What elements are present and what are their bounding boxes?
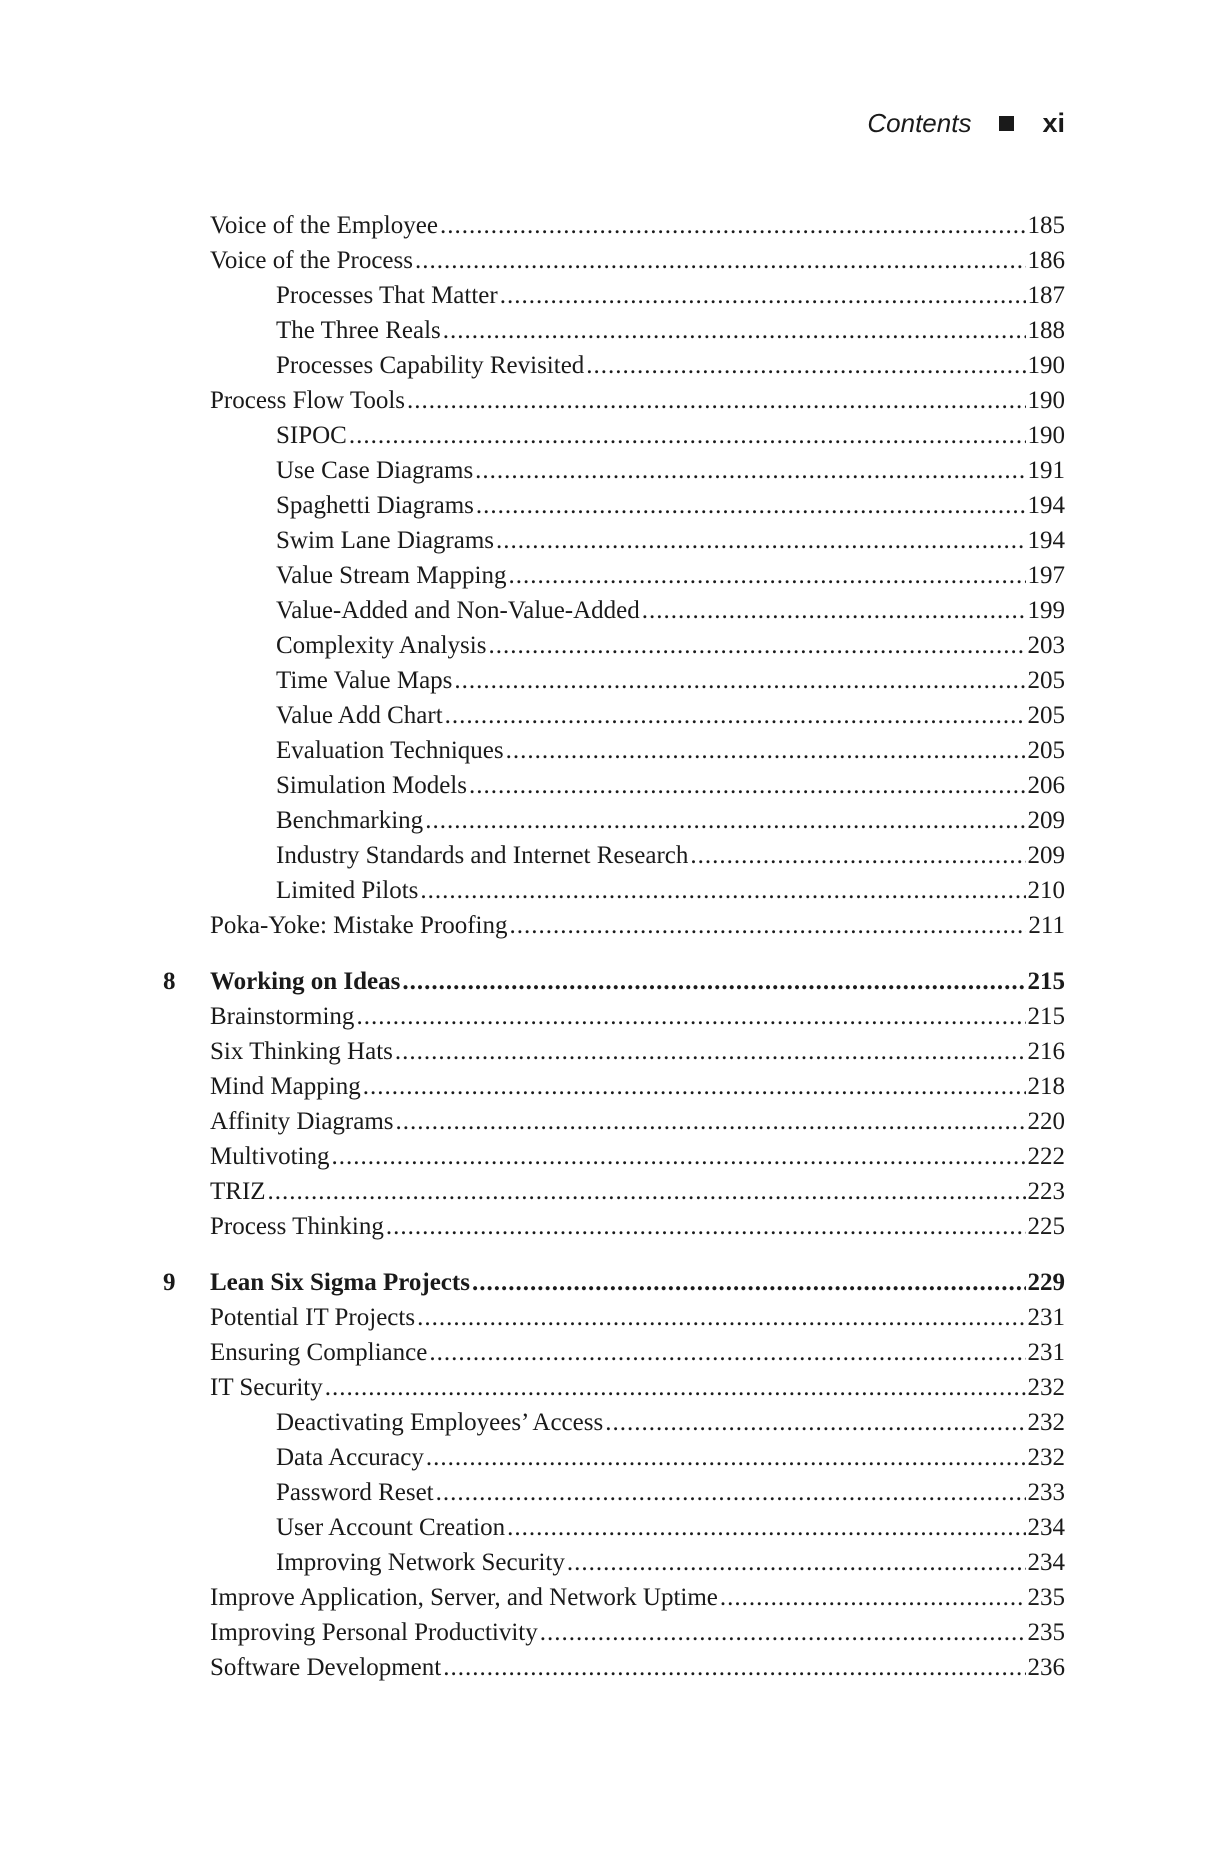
toc-entry-label: Password Reset bbox=[276, 1479, 434, 1506]
toc-entry-page: 232 bbox=[1027, 1409, 1065, 1436]
toc-entry-page: 187 bbox=[1027, 282, 1065, 309]
dot-leader bbox=[325, 1370, 1026, 1405]
toc-entry-page: 220 bbox=[1027, 1108, 1065, 1135]
dot-leader bbox=[509, 908, 1026, 943]
toc-entry-label: Mind Mapping bbox=[210, 1073, 361, 1100]
dot-leader bbox=[386, 1209, 1026, 1244]
toc-entry-page: 190 bbox=[1027, 387, 1065, 414]
dot-leader bbox=[476, 488, 1026, 523]
toc-entry-label: The Three Reals bbox=[276, 317, 441, 344]
toc-entry-page: 197 bbox=[1027, 562, 1065, 589]
toc-entry bbox=[163, 593, 1065, 628]
toc-entry-page: 211 bbox=[1028, 912, 1065, 939]
toc-entry-label: Evaluation Techniques bbox=[276, 737, 504, 764]
dot-leader bbox=[396, 1104, 1026, 1139]
toc-entry bbox=[163, 1174, 1065, 1209]
toc-entry bbox=[163, 1545, 1065, 1580]
toc-entry bbox=[163, 1615, 1065, 1650]
dot-leader bbox=[436, 1475, 1026, 1510]
toc-entry bbox=[163, 313, 1065, 348]
chapter-number: 9 bbox=[163, 1269, 176, 1296]
toc-entry bbox=[163, 1069, 1065, 1104]
toc-entry-label: Potential IT Projects bbox=[210, 1304, 416, 1331]
toc-entry bbox=[163, 1370, 1065, 1405]
toc-entry-label: Ensuring Compliance bbox=[210, 1339, 428, 1366]
toc-entry-page: 215 bbox=[1027, 1003, 1065, 1030]
toc-entry-label: Deactivating Employees’ Access bbox=[276, 1409, 604, 1436]
toc-entry-page: 215 bbox=[1027, 968, 1065, 995]
toc-entry-label: IT Security bbox=[210, 1374, 323, 1401]
toc-entry bbox=[163, 1335, 1065, 1370]
toc-entry bbox=[163, 278, 1065, 313]
dot-leader bbox=[440, 208, 1026, 243]
toc-entry bbox=[163, 803, 1065, 838]
toc-entry bbox=[163, 733, 1065, 768]
toc-entry-page: 194 bbox=[1027, 527, 1065, 554]
dot-leader bbox=[363, 1069, 1026, 1104]
toc-entry-page: 225 bbox=[1027, 1213, 1065, 1240]
dot-leader bbox=[496, 523, 1025, 558]
toc-entry bbox=[163, 908, 1065, 943]
toc-entry-page: 199 bbox=[1027, 597, 1065, 624]
toc-entry-page: 209 bbox=[1027, 842, 1065, 869]
toc-entry bbox=[163, 838, 1065, 873]
toc-entry bbox=[163, 1580, 1065, 1615]
toc-entry-label: Voice of the Process bbox=[210, 247, 413, 274]
toc-entry-label: Simulation Models bbox=[276, 772, 467, 799]
toc-entry bbox=[163, 208, 1065, 243]
toc-entry-label: Data Accuracy bbox=[276, 1444, 424, 1471]
toc-entry bbox=[163, 1034, 1065, 1069]
toc-entry-label: Process Flow Tools bbox=[210, 387, 406, 414]
toc-entry bbox=[163, 453, 1065, 488]
toc-entry bbox=[163, 1104, 1065, 1139]
dot-leader bbox=[507, 1510, 1025, 1545]
toc-entry-page: 231 bbox=[1027, 1339, 1065, 1366]
dot-leader bbox=[469, 768, 1026, 803]
toc-entry-label: Spaghetti Diagrams bbox=[276, 492, 474, 519]
toc-entry-label: Value Stream Mapping bbox=[276, 562, 507, 589]
dot-leader bbox=[506, 733, 1026, 768]
dot-leader bbox=[425, 803, 1025, 838]
toc-entry-label: User Account Creation bbox=[276, 1514, 506, 1541]
toc-entry bbox=[163, 558, 1065, 593]
toc-entry-label: Improving Personal Productivity bbox=[210, 1619, 538, 1646]
toc-entry-label: Time Value Maps bbox=[276, 667, 453, 694]
toc-entry bbox=[163, 1405, 1065, 1440]
dot-leader bbox=[443, 313, 1026, 348]
toc-entry-page: 235 bbox=[1027, 1619, 1065, 1646]
toc-entry-label: Limited Pilots bbox=[276, 877, 419, 904]
dot-leader bbox=[690, 838, 1025, 873]
toc-entry bbox=[163, 1475, 1065, 1510]
toc-entry-page: 235 bbox=[1027, 1584, 1065, 1611]
toc-entry-label: Use Case Diagrams bbox=[276, 457, 474, 484]
toc-entry-label: Improving Network Security bbox=[276, 1549, 565, 1576]
toc-entry-page: 232 bbox=[1027, 1444, 1065, 1471]
toc-entry-page: 223 bbox=[1027, 1178, 1065, 1205]
toc-entry-label: Poka-Yoke: Mistake Proofing bbox=[210, 912, 508, 939]
dot-leader bbox=[407, 383, 1025, 418]
toc-entry-page: 216 bbox=[1027, 1038, 1065, 1065]
dot-leader bbox=[472, 1265, 1026, 1300]
toc-entry-page: 205 bbox=[1027, 667, 1065, 694]
dot-leader bbox=[540, 1615, 1026, 1650]
toc-entry-page: 234 bbox=[1027, 1549, 1065, 1576]
toc-entry bbox=[163, 348, 1065, 383]
toc-entry-label: Working on Ideas bbox=[210, 968, 401, 995]
dot-leader bbox=[500, 278, 1026, 313]
dot-leader bbox=[642, 593, 1026, 628]
dot-leader bbox=[417, 1300, 1025, 1335]
toc-entry bbox=[163, 488, 1065, 523]
toc-entry-page: 218 bbox=[1027, 1073, 1065, 1100]
running-header-title: Contents bbox=[867, 108, 972, 138]
toc-entry-page: 205 bbox=[1027, 702, 1065, 729]
toc-entry bbox=[163, 768, 1065, 803]
toc-entry-page: 186 bbox=[1027, 247, 1065, 274]
dot-leader bbox=[426, 1440, 1026, 1475]
toc-entry-page: 209 bbox=[1027, 807, 1065, 834]
dot-leader bbox=[454, 663, 1025, 698]
toc-entry-page: 205 bbox=[1027, 737, 1065, 764]
toc-entry-label: TRIZ bbox=[210, 1178, 266, 1205]
toc-entry-label: Processes Capability Revisited bbox=[276, 352, 585, 379]
toc-entry-label: Brainstorming bbox=[210, 1003, 355, 1030]
toc-entry-label: Value-Added and Non-Value-Added bbox=[276, 597, 640, 624]
toc-entry-page: 236 bbox=[1027, 1654, 1065, 1681]
toc-entry-page: 233 bbox=[1027, 1479, 1065, 1506]
toc-entry-label: Six Thinking Hats bbox=[210, 1038, 393, 1065]
toc-chapter-entry bbox=[163, 964, 1065, 999]
toc-chapter-entry bbox=[163, 1265, 1065, 1300]
toc-entry-label: Processes That Matter bbox=[276, 282, 498, 309]
toc-entry-label: Affinity Diagrams bbox=[210, 1108, 394, 1135]
dot-leader bbox=[395, 1034, 1026, 1069]
toc-entry-page: 222 bbox=[1027, 1143, 1065, 1170]
dot-leader bbox=[445, 698, 1026, 733]
toc-entry-label: Swim Lane Diagrams bbox=[276, 527, 495, 554]
toc-entry-label: Software Development bbox=[210, 1654, 442, 1681]
toc-entry-page: 194 bbox=[1027, 492, 1065, 519]
toc-entry bbox=[163, 243, 1065, 278]
toc-entry bbox=[163, 523, 1065, 558]
toc-entry bbox=[163, 999, 1065, 1034]
toc-entry bbox=[163, 1139, 1065, 1174]
toc-entry-label: SIPOC bbox=[276, 422, 347, 449]
toc-entry-label: Voice of the Employee bbox=[210, 212, 438, 239]
square-bullet-icon bbox=[999, 116, 1014, 131]
toc-entry-label: Process Thinking bbox=[210, 1213, 384, 1240]
dot-leader bbox=[443, 1650, 1025, 1685]
toc-entry-page: 190 bbox=[1027, 352, 1065, 379]
dot-leader bbox=[567, 1545, 1026, 1580]
toc-entry bbox=[163, 1209, 1065, 1244]
dot-leader bbox=[720, 1580, 1026, 1615]
toc-entry bbox=[163, 873, 1065, 908]
table-of-contents bbox=[163, 208, 1065, 1685]
dot-leader bbox=[429, 1335, 1025, 1370]
toc-entry-label: Complexity Analysis bbox=[276, 632, 487, 659]
toc-entry-label: Multivoting bbox=[210, 1143, 330, 1170]
dot-leader bbox=[420, 873, 1025, 908]
toc-entry-page: 185 bbox=[1027, 212, 1065, 239]
toc-entry-label: Lean Six Sigma Projects bbox=[210, 1269, 470, 1296]
dot-leader bbox=[331, 1139, 1025, 1174]
toc-entry-page: 203 bbox=[1027, 632, 1065, 659]
toc-entry-page: 188 bbox=[1027, 317, 1065, 344]
toc-entry-page: 210 bbox=[1027, 877, 1065, 904]
dot-leader bbox=[415, 243, 1026, 278]
toc-entry bbox=[163, 663, 1065, 698]
toc-entry-page: 234 bbox=[1027, 1514, 1065, 1541]
dot-leader bbox=[349, 418, 1026, 453]
toc-entry-label: Industry Standards and Internet Research bbox=[276, 842, 689, 869]
toc-entry bbox=[163, 628, 1065, 663]
running-header bbox=[867, 108, 1065, 139]
toc-entry bbox=[163, 1650, 1065, 1685]
toc-entry-label: Value Add Chart bbox=[276, 702, 443, 729]
dot-leader bbox=[509, 558, 1026, 593]
dot-leader bbox=[402, 964, 1025, 999]
toc-entry bbox=[163, 1300, 1065, 1335]
toc-entry-page: 232 bbox=[1027, 1374, 1065, 1401]
dot-leader bbox=[586, 348, 1025, 383]
dot-leader bbox=[488, 628, 1025, 663]
dot-leader bbox=[268, 1174, 1026, 1209]
toc-entry-page: 231 bbox=[1027, 1304, 1065, 1331]
dot-leader bbox=[605, 1405, 1025, 1440]
toc-entry-label: Improve Application, Server, and Network Uptime bbox=[210, 1584, 718, 1611]
dot-leader bbox=[356, 999, 1025, 1034]
chapter-number: 8 bbox=[163, 968, 176, 995]
toc-entry bbox=[163, 383, 1065, 418]
toc-entry-page: 191 bbox=[1027, 457, 1065, 484]
toc-entry-page: 229 bbox=[1027, 1269, 1065, 1296]
toc-entry-page: 190 bbox=[1027, 422, 1065, 449]
page-number: xi bbox=[1042, 108, 1065, 138]
toc-entry bbox=[163, 418, 1065, 453]
toc-entry-label: Benchmarking bbox=[276, 807, 424, 834]
toc-entry bbox=[163, 1510, 1065, 1545]
toc-entry bbox=[163, 698, 1065, 733]
dot-leader bbox=[475, 453, 1025, 488]
toc-entry-page: 206 bbox=[1027, 772, 1065, 799]
toc-entry bbox=[163, 1440, 1065, 1475]
